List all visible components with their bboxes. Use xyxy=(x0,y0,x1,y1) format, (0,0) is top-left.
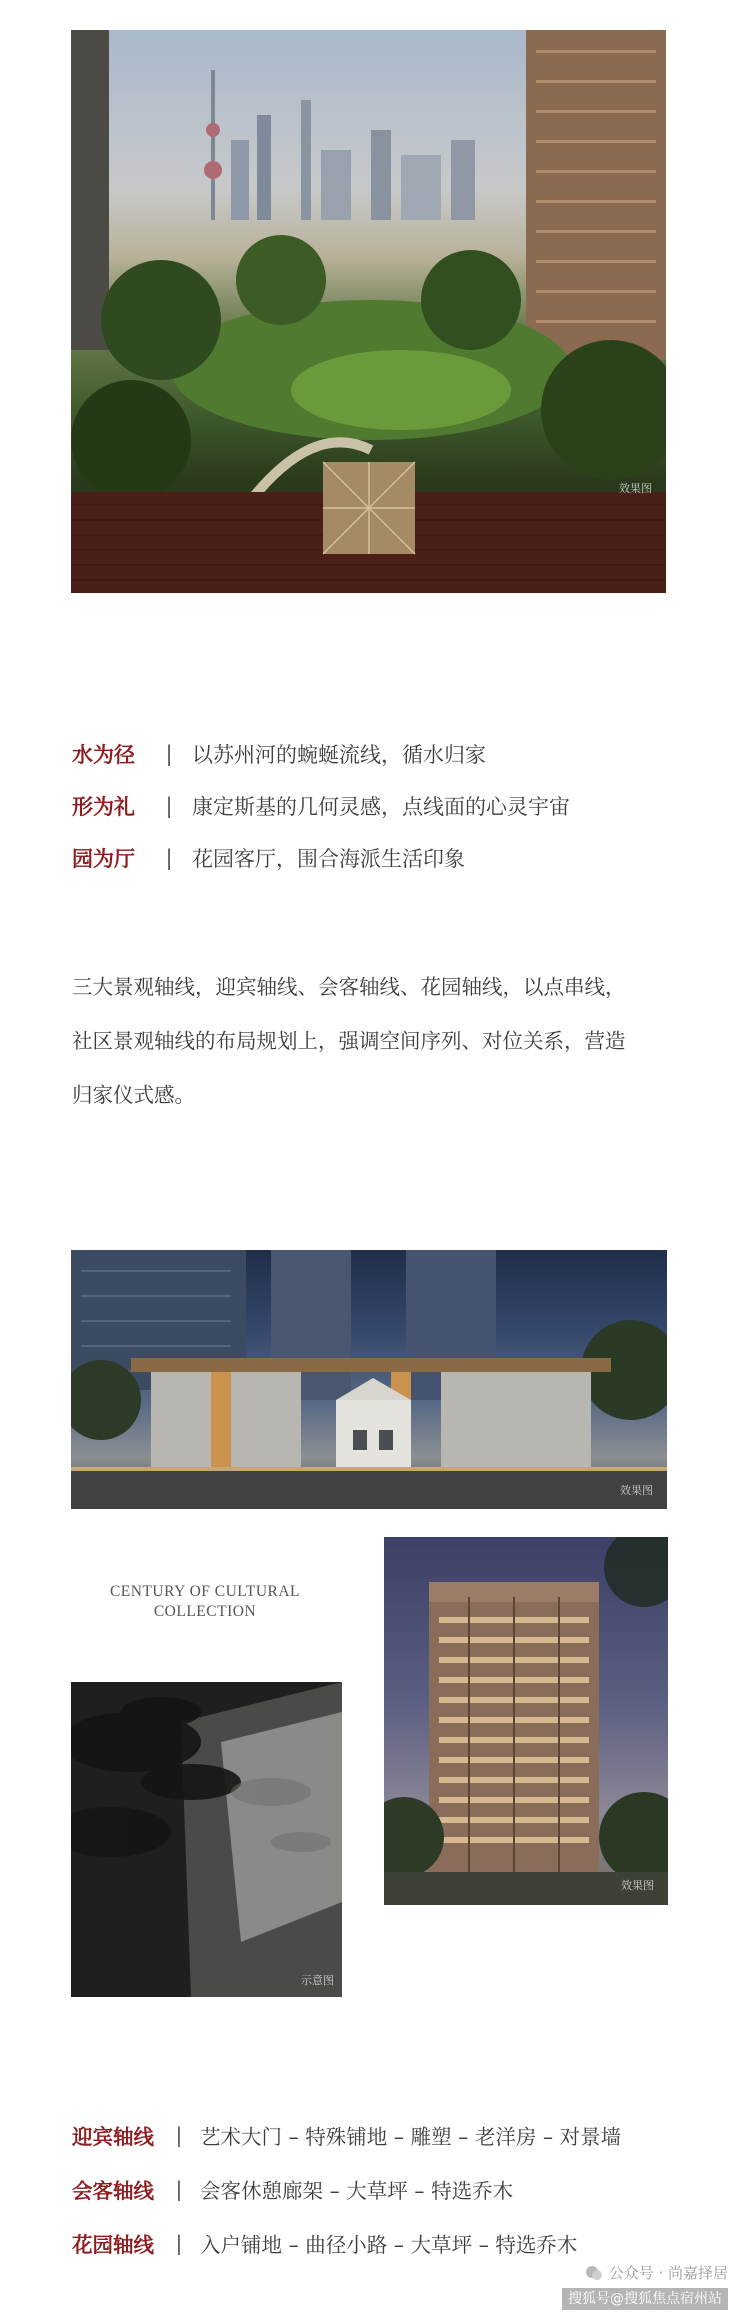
tower-caption: 效果图 xyxy=(621,1879,654,1892)
footer-watermark xyxy=(562,2262,728,2310)
axis-key: 花园轴线 xyxy=(72,2233,154,2257)
hero-image xyxy=(71,30,666,593)
wechat-icon xyxy=(585,2264,603,2282)
feature-text: 花园客厅，围合海派生活印象 xyxy=(192,847,465,871)
axis-text: 入户铺地 – 曲径小路 – 大草坪 – 特选乔木 xyxy=(200,2233,578,2257)
feature-text: 以苏州河的蜿蜒流线，循水归家 xyxy=(192,743,486,767)
intro-line: 三大景观轴线，迎宾轴线、会客轴线、花园轴线，以点串线， xyxy=(72,975,626,999)
gate-caption: 效果图 xyxy=(620,1484,653,1497)
axis-row xyxy=(72,2108,692,2162)
intro-paragraph xyxy=(72,960,682,1122)
feature-key: 形为礼 xyxy=(72,795,135,819)
feature-separator: | xyxy=(165,846,173,870)
feature-key: 园为厅 xyxy=(72,847,135,871)
feature-row xyxy=(72,832,672,884)
axis-text: 艺术大门 – 特殊铺地 – 雕塑 – 老洋房 – 对景墙 xyxy=(200,2125,622,2149)
axis-separator: | xyxy=(175,2177,183,2201)
gate-image xyxy=(71,1250,667,1509)
feature-list xyxy=(72,728,672,884)
feature-text: 康定斯基的几何灵感，点线面的心灵宇宙 xyxy=(192,795,570,819)
feature-separator: | xyxy=(165,742,173,766)
account-name: 公众号 · 尚嘉择居 xyxy=(608,2264,728,2282)
hero-caption: 效果图 xyxy=(619,482,652,495)
intro-line: 社区景观轴线的布局规划上，强调空间序列、对位关系，营造 xyxy=(72,1029,626,1053)
intro-line: 归家仪式感。 xyxy=(72,1083,195,1107)
axis-key: 迎宾轴线 xyxy=(72,2125,154,2149)
feature-separator: | xyxy=(165,794,173,818)
axis-separator: | xyxy=(175,2123,183,2147)
shadow-caption: 示意图 xyxy=(301,1974,334,1987)
sohu-watermark: 搜狐号@搜狐焦点宿州站 xyxy=(562,2288,728,2310)
collection-title-line: COLLECTION xyxy=(153,1603,257,1620)
feature-row xyxy=(72,780,672,832)
axis-key: 会客轴线 xyxy=(72,2179,154,2203)
axis-separator: | xyxy=(175,2231,183,2255)
shadow-image xyxy=(71,1682,342,1997)
tower-image xyxy=(384,1537,668,1905)
account-line xyxy=(562,2262,728,2284)
collection-title-line: CENTURY OF CULTURAL xyxy=(109,1583,301,1600)
axis-text: 会客休憩廊架 – 大草坪 – 特选乔木 xyxy=(200,2179,514,2203)
collection-title xyxy=(95,1582,315,1622)
axes-list xyxy=(72,2108,692,2270)
feature-key: 水为径 xyxy=(72,743,135,767)
axis-row xyxy=(72,2162,692,2216)
feature-row xyxy=(72,728,672,780)
